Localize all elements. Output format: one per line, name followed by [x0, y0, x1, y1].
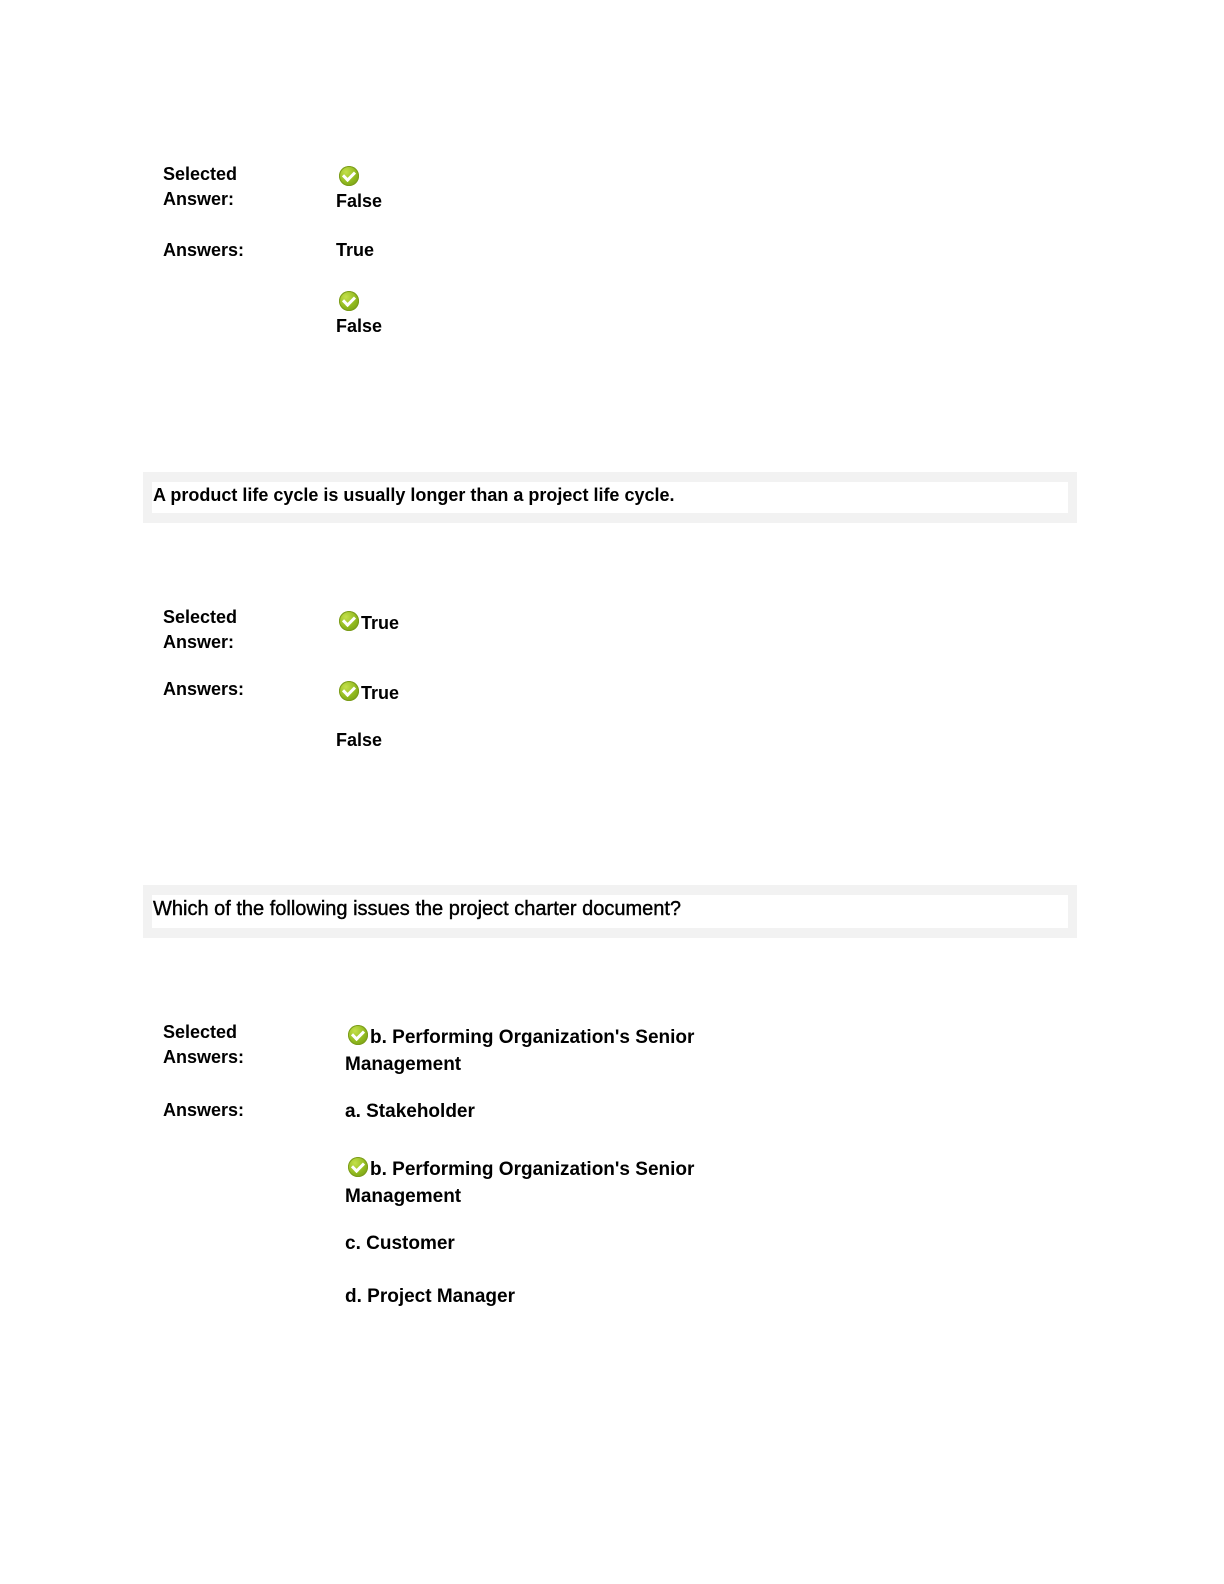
q3-answer-b: b. Performing Organization's Senior Management	[345, 1159, 695, 1207]
q1-selected-answer: False	[336, 166, 382, 215]
q3-question-box	[143, 885, 1077, 938]
correct-check-icon	[339, 166, 359, 186]
q3-selected-answer: b. Performing Organization's Senior Management	[345, 1027, 695, 1075]
q1-answers-label: Answers:	[163, 240, 245, 260]
correct-check-icon	[348, 1157, 368, 1177]
q2-selected-label: Selected Answer:	[163, 607, 238, 652]
q3-question-text: Which of the following issues the project charter document?	[152, 895, 1068, 928]
q1-answer-false: False	[336, 291, 382, 340]
q3-selected-label: Selected Answers:	[163, 1022, 245, 1067]
q2-question-box	[143, 472, 1077, 523]
q2-question-text: A product life cycle is usually longer than a project life cycle.	[152, 482, 1068, 513]
q2-selected-answer: True	[336, 610, 399, 637]
q1-answer-true: True	[336, 240, 375, 260]
q2-answers-label: Answers:	[163, 679, 245, 699]
q3-answer-a: a. Stakeholder	[345, 1101, 475, 1122]
correct-check-icon	[339, 681, 359, 701]
q1-selected-label: Selected Answer:	[163, 164, 238, 209]
q3-answer-d: d. Project Manager	[345, 1286, 515, 1307]
q3-answer-c: c. Customer	[345, 1233, 455, 1254]
correct-check-icon	[348, 1025, 368, 1045]
correct-check-icon	[339, 611, 359, 631]
correct-check-icon	[339, 291, 359, 311]
q2-answer-false: False	[336, 730, 383, 750]
q3-answers-label: Answers:	[163, 1100, 245, 1120]
q2-answer-true: True	[336, 680, 399, 707]
